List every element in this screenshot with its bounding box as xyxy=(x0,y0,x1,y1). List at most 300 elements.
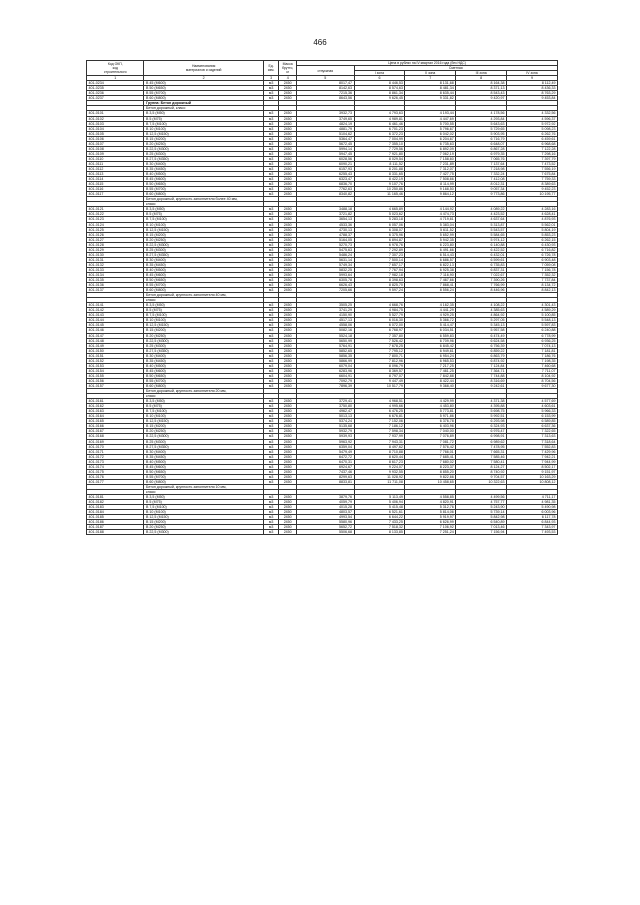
row-price-wholesale: 5994,14 xyxy=(297,146,354,151)
row-price-zone-3: 8 164,38 xyxy=(456,81,507,86)
row-price-zone-2: 7 467,66 xyxy=(405,278,456,283)
row-code: 401-0145 xyxy=(87,323,144,328)
row-price-zone-4: 7 942,21 xyxy=(507,454,558,459)
row-unit: м3 xyxy=(263,161,278,166)
row-name: В 27,5 (М350) xyxy=(144,444,263,449)
row-code: 401-0133 xyxy=(87,267,144,272)
row-price-zone-2: 7 116,90 xyxy=(405,272,456,277)
row-price-zone-1: 7 004,99 xyxy=(354,136,405,141)
row-price-zone-4: 6 637,36 xyxy=(507,424,558,429)
row-price-zone-3: 5 243,90 xyxy=(456,505,507,510)
row-unit: м3 xyxy=(263,237,278,242)
row-price-zone-3: 4 108,22 xyxy=(456,303,507,308)
row-price-wholesale: 7092,79 xyxy=(297,378,354,383)
row-mass: 2450 xyxy=(279,323,297,328)
row-price-zone-4: 7 298,16 xyxy=(507,151,558,156)
section-heading: Бетон дорожный, класс: xyxy=(144,106,263,111)
row-price-zone-2: 7 251,24 xyxy=(405,530,456,535)
row-price-zone-3: 9 242,61 xyxy=(456,384,507,389)
row-name: В 35 (М450) xyxy=(144,262,263,267)
row-unit: м3 xyxy=(263,409,278,414)
row-code: 401-0235 xyxy=(87,86,144,91)
table-header xyxy=(87,61,558,81)
row-code: 401-0170 xyxy=(87,444,144,449)
row-price-zone-4: 8 104,92 xyxy=(507,373,558,378)
row-code: 401-0146 xyxy=(87,328,144,333)
row-price-zone-4: 6 936,25 xyxy=(507,338,558,343)
row-mass: 2450 xyxy=(279,242,297,247)
row-mass: 2450 xyxy=(279,161,297,166)
row-mass: 2450 xyxy=(279,227,297,232)
row-mass: 2450 xyxy=(279,414,297,419)
row-price-wholesale: 5475,63 xyxy=(297,247,354,252)
row-price-wholesale: 6626,43 xyxy=(297,283,354,288)
row-mass: 2450 xyxy=(279,232,297,237)
header-mass: Масса брутто, кг xyxy=(279,61,297,76)
row-unit: м3 xyxy=(263,227,278,232)
row-name: В 35 (М450) xyxy=(144,166,263,171)
row-mass: 2450 xyxy=(279,338,297,343)
row-unit: м3 xyxy=(263,283,278,288)
row-price-wholesale: 7437,46 xyxy=(297,469,354,474)
row-unit: м3 xyxy=(263,520,278,525)
row-price-zone-2: 6 845,42 xyxy=(405,343,456,348)
row-unit: м3 xyxy=(263,156,278,161)
header-code: Код ОКП, код строительного xyxy=(87,61,144,76)
row-price-zone-3: 8 012,31 xyxy=(456,182,507,187)
row-price-zone-1: 5 023,62 xyxy=(354,212,405,217)
row-price-zone-1: 7 657,17 xyxy=(354,262,405,267)
table-body xyxy=(87,81,558,535)
row-name: В 22,5 (М300) xyxy=(144,338,263,343)
row-name: В 30 (М400) xyxy=(144,353,263,358)
row-price-zone-1: 5 406,94 xyxy=(354,500,405,505)
row-name: В 35 (М450) xyxy=(144,454,263,459)
row-name: В 25 (М300) xyxy=(144,343,263,348)
row-name: В 15 (М200) xyxy=(144,424,263,429)
row-price-zone-2: 5 942,35 xyxy=(405,237,456,242)
row-code: 401-0182 xyxy=(87,500,144,505)
row-price-zone-4: 4 301,43 xyxy=(507,303,558,308)
row-price-wholesale: 3654,13 xyxy=(297,217,354,222)
row-price-zone-1: 7 678,25 xyxy=(354,343,405,348)
row-price-zone-2: 6 686,57 xyxy=(405,257,456,262)
row-price-zone-3: 9 057,34 xyxy=(456,187,507,192)
row-price-zone-4: 7 552,83 xyxy=(507,444,558,449)
row-unit: м3 xyxy=(263,91,278,96)
column-index: 4 xyxy=(279,76,297,81)
row-price-zone-3: 7 218,98 xyxy=(456,166,507,171)
row-price-zone-4: 6 726,78 xyxy=(507,252,558,257)
row-code: 401-0168 xyxy=(87,434,144,439)
row-price-zone-3: 5 957,58 xyxy=(456,328,507,333)
row-price-zone-2: 5 700,55 xyxy=(405,121,456,126)
row-unit: м3 xyxy=(263,96,278,101)
row-name: В 3,5 (М50) xyxy=(144,399,263,404)
row-price-zone-1: 8 825,70 xyxy=(354,283,405,288)
row-price-wholesale: 5580,96 xyxy=(297,520,354,525)
row-price-zone-2: 8 481,34 xyxy=(405,86,456,91)
row-code: 401-0110 xyxy=(87,156,144,161)
row-mass: 2450 xyxy=(279,358,297,363)
row-price-zone-4: 6 153,99 xyxy=(507,414,558,419)
row-name: В 7,5 (М100) xyxy=(144,121,263,126)
row-code: 401-0148 xyxy=(87,338,144,343)
row-name: В 45 (М600) xyxy=(144,81,263,86)
row-unit: м3 xyxy=(263,262,278,267)
row-price-zone-4: 4 332,56 xyxy=(507,111,558,116)
row-price-zone-3: 6 756,39 xyxy=(456,343,507,348)
row-mass: 2450 xyxy=(279,399,297,404)
row-mass: 2450 xyxy=(279,172,297,177)
row-price-zone-1: 5 283,18 xyxy=(354,217,405,222)
row-unit: м3 xyxy=(263,444,278,449)
row-price-wholesale: 3932,73 xyxy=(297,111,354,116)
row-price-zone-3: 5 903,95 xyxy=(456,131,507,136)
row-price-zone-2: 6 223,80 xyxy=(405,242,456,247)
column-index: 5 xyxy=(297,76,354,81)
row-price-wholesale: 5631,14 xyxy=(297,257,354,262)
row-mass: 2450 xyxy=(279,469,297,474)
row-mass: 2450 xyxy=(279,257,297,262)
row-name: В 45 (М600) xyxy=(144,177,263,182)
row-price-zone-1: 6 768,97 xyxy=(354,328,405,333)
row-price-wholesale: 3750,80 xyxy=(297,404,354,409)
row-price-wholesale: 3729,41 xyxy=(297,399,354,404)
row-price-zone-1: 7 800,71 xyxy=(354,353,405,358)
row-price-wholesale: 5082,16 xyxy=(297,328,354,333)
row-price-wholesale: 5164,05 xyxy=(297,237,354,242)
row-price-wholesale: 4881,79 xyxy=(297,126,354,131)
row-name: В 12,5 (М150) xyxy=(144,419,263,424)
row-price-zone-2: 6 559,83 xyxy=(405,333,456,338)
row-name: В 3,5 (М50) xyxy=(144,495,263,500)
row-price-zone-2: 7 158,60 xyxy=(405,156,456,161)
row-price-wholesale: 6359,04 xyxy=(297,444,354,449)
row-price-wholesale: 4150,90 xyxy=(297,313,354,318)
row-price-zone-1: 8 201,88 xyxy=(354,166,405,171)
row-price-wholesale: 5524,18 xyxy=(297,333,354,338)
row-name: В 55 (М700) xyxy=(144,187,263,192)
row-price-zone-1: 7 982,18 xyxy=(354,272,405,277)
row-price-zone-1: 8 620,44 xyxy=(354,454,405,459)
row-price-zone-4: 7 737,84 xyxy=(507,278,558,283)
row-price-zone-2: 7 081,72 xyxy=(405,439,456,444)
row-price-zone-2: 5 652,99 xyxy=(405,232,456,237)
row-price-zone-1: 4 989,81 xyxy=(354,116,405,121)
row-unit: м3 xyxy=(263,318,278,323)
row-price-zone-1: 5 415,48 xyxy=(354,505,405,510)
row-price-zone-4: 7 186,76 xyxy=(507,353,558,358)
row-name: В 10 (М100) xyxy=(144,414,263,419)
row-price-wholesale: 6028,56 xyxy=(297,156,354,161)
row-price-wholesale: 8833,81 xyxy=(297,479,354,484)
row-price-zone-3: 4 757,77 xyxy=(456,500,507,505)
row-price-zone-4: 4 577,69 xyxy=(507,399,558,404)
row-price-zone-1: 6 701,23 xyxy=(354,126,405,131)
header-unit: Ед. изм. xyxy=(263,61,278,76)
row-price-zone-2: 9 368,40 xyxy=(405,384,456,389)
row-name: В 20 (М250) xyxy=(144,141,263,146)
row-price-zone-3: 6 998,91 xyxy=(456,434,507,439)
row-code: 401-0102 xyxy=(87,116,144,121)
row-price-zone-3: 5 345,13 xyxy=(456,323,507,328)
row-name: В 10 (М100) xyxy=(144,318,263,323)
row-price-zone-3: 7 580,41 xyxy=(456,459,507,464)
row-price-zone-1: 7 292,89 xyxy=(354,247,405,252)
row-price-zone-4: 7 343,97 xyxy=(507,525,558,530)
row-price-zone-4: 7 318,64 xyxy=(507,439,558,444)
row-name: В 22,5 (М300) xyxy=(144,434,263,439)
row-price-zone-4: 7 473,52 xyxy=(507,161,558,166)
row-name: В 12,5 (М150) xyxy=(144,515,263,520)
row-price-zone-3: 7 332,24 xyxy=(456,172,507,177)
row-price-wholesale: 6255,43 xyxy=(297,172,354,177)
row-code: 401-0149 xyxy=(87,343,144,348)
row-code: 401-0183 xyxy=(87,505,144,510)
column-index: 9 xyxy=(507,76,558,81)
row-mass: 2450 xyxy=(279,252,297,257)
row-price-zone-2: 7 508,66 xyxy=(405,177,456,182)
row-unit: м3 xyxy=(263,515,278,520)
row-code: 401-0157 xyxy=(87,384,144,389)
section-heading: Бетон дорожный, крупность заполнителя 40 мм, xyxy=(144,293,263,298)
row-name: В 50 (М650) xyxy=(144,278,263,283)
row-unit: м3 xyxy=(263,267,278,272)
row-price-zone-2: 6 514,43 xyxy=(405,252,456,257)
row-unit: м3 xyxy=(263,525,278,530)
row-price-zone-1: 7 598,34 xyxy=(354,429,405,434)
row-price-wholesale: 4517,13 xyxy=(297,318,354,323)
row-mass: 2450 xyxy=(279,166,297,171)
row-mass: 2450 xyxy=(279,262,297,267)
row-price-zone-3: 4 089,22 xyxy=(456,207,507,212)
row-price-zone-1: 8 797,07 xyxy=(354,373,405,378)
row-price-zone-1: 7 526,42 xyxy=(354,338,405,343)
row-price-wholesale: 5135,68 xyxy=(297,424,354,429)
row-price-zone-4: 5 804,19 xyxy=(507,227,558,232)
row-price-zone-4: 6 903,48 xyxy=(507,257,558,262)
group-heading: Группа: Бетон дорожный xyxy=(144,101,263,106)
row-unit: м3 xyxy=(263,121,278,126)
row-price-zone-3: 8 446,96 xyxy=(456,288,507,293)
row-name: В 45 (М600) xyxy=(144,464,263,469)
row-price-zone-3: 6 867,28 xyxy=(456,146,507,151)
row-price-zone-2: 4 929,25 xyxy=(405,313,456,318)
row-mass: 2450 xyxy=(279,313,297,318)
row-price-wholesale: 5506,68 xyxy=(297,530,354,535)
row-price-zone-1: 8 422,19 xyxy=(354,177,405,182)
row-price-zone-3: 8 371,13 xyxy=(456,86,507,91)
row-mass: 2450 xyxy=(279,283,297,288)
row-name: В 20 (М250) xyxy=(144,429,263,434)
row-price-zone-4: 4 711,17 xyxy=(507,495,558,500)
row-price-zone-2: 7 231,89 xyxy=(405,161,456,166)
row-price-zone-1: 7 937,99 xyxy=(354,434,405,439)
row-code: 401-0171 xyxy=(87,449,144,454)
row-code: 401-0143 xyxy=(87,313,144,318)
row-price-zone-4: 6 778,99 xyxy=(507,333,558,338)
row-name: В 30 (М400) xyxy=(144,257,263,262)
row-name: В 15 (М200) xyxy=(144,136,263,141)
row-price-zone-1: 7 355,10 xyxy=(354,141,405,146)
row-price-zone-1: 7 921,80 xyxy=(354,151,405,156)
row-price-zone-3: 9 773,86 xyxy=(456,192,507,197)
row-price-wholesale: 5486,24 xyxy=(297,252,354,257)
row-name: В 60 (М800) xyxy=(144,288,263,293)
row-unit: м3 xyxy=(263,313,278,318)
row-price-zone-2: 10 458,65 xyxy=(405,479,456,484)
row-mass: 2450 xyxy=(279,474,297,479)
row-price-zone-2: 4 719,61 xyxy=(405,217,456,222)
row-price-wholesale: 3741,29 xyxy=(297,308,354,313)
row-price-zone-3: 6 859,22 xyxy=(456,348,507,353)
section-heading: класс: xyxy=(144,298,263,303)
row-price-zone-3: 8 543,43 xyxy=(456,91,507,96)
row-name: В 7,5 (М100) xyxy=(144,409,263,414)
row-name: В 12,5 (М150) xyxy=(144,131,263,136)
row-price-wholesale: 4059,79 xyxy=(297,500,354,505)
row-price-zone-3: 5 543,57 xyxy=(456,227,507,232)
row-price-zone-3: 6 979,35 xyxy=(456,151,507,156)
row-code: 401-0172 xyxy=(87,454,144,459)
row-price-wholesale: 8299,63 xyxy=(297,474,354,479)
row-price-zone-3: 6 624,58 xyxy=(456,338,507,343)
row-name: В 50 (М650) xyxy=(144,469,263,474)
row-unit: м3 xyxy=(263,439,278,444)
row-code: 401-0154 xyxy=(87,368,144,373)
row-price-zone-4: 6 589,85 xyxy=(507,419,558,424)
row-price-zone-3: 7 124,84 xyxy=(456,363,507,368)
row-price-zone-2: 5 414,47 xyxy=(405,323,456,328)
row-price-zone-2: 8 131,68 xyxy=(405,81,456,86)
row-price-zone-3: 5 297,05 xyxy=(456,318,507,323)
row-mass: 2450 xyxy=(279,267,297,272)
row-name: В 5 (М75) xyxy=(144,500,263,505)
row-code: 401-0101 xyxy=(87,111,144,116)
row-name: В 25 (М300) xyxy=(144,439,263,444)
row-price-zone-2: 7 076,89 xyxy=(405,434,456,439)
row-mass: 2450 xyxy=(279,505,297,510)
row-mass: 2450 xyxy=(279,121,297,126)
row-name: В 40 (М500) xyxy=(144,267,263,272)
row-mass: 2450 xyxy=(279,182,297,187)
row-price-zone-4: 7 122,28 xyxy=(507,146,558,151)
row-price-zone-1: 11 028,92 xyxy=(354,474,405,479)
row-name: В 60 (М800) xyxy=(144,384,263,389)
row-price-zone-2: 6 709,96 xyxy=(405,338,456,343)
row-code: 401-0103 xyxy=(87,121,144,126)
row-mass: 2450 xyxy=(279,151,297,156)
row-name: В 10 (М100) xyxy=(144,126,263,131)
row-price-wholesale: 8643,56 xyxy=(297,96,354,101)
row-unit: м3 xyxy=(263,454,278,459)
row-price-zone-2: 8 556,24 xyxy=(405,288,456,293)
row-mass: 2450 xyxy=(279,187,297,192)
row-code: 401-0186 xyxy=(87,520,144,525)
row-price-zone-1: 4 793,63 xyxy=(354,111,405,116)
row-unit: м3 xyxy=(263,343,278,348)
row-price-wholesale: 5650,99 xyxy=(297,338,354,343)
row-unit: м3 xyxy=(263,278,278,283)
row-price-zone-3: 10 322,63 xyxy=(456,479,507,484)
row-code: 401-0129 xyxy=(87,247,144,252)
row-price-zone-1: 7 433,25 xyxy=(354,520,405,525)
row-price-zone-4: 5 853,23 xyxy=(507,232,558,237)
row-code: 401-0132 xyxy=(87,262,144,267)
row-price-zone-2: 4 429,99 xyxy=(405,399,456,404)
row-price-zone-4: 8 704,56 xyxy=(507,378,558,383)
row-price-wholesale: 5932,79 xyxy=(297,429,354,434)
row-price-zone-4: 7 198,35 xyxy=(507,358,558,363)
row-unit: м3 xyxy=(263,429,278,434)
row-price-zone-4: 8 436,33 xyxy=(507,86,558,91)
row-price-wholesale: 6836,70 xyxy=(297,182,354,187)
row-name: В 5 (М75) xyxy=(144,116,263,121)
row-price-zone-4: 4 283,16 xyxy=(507,207,558,212)
row-code: 401-0117 xyxy=(87,192,144,197)
row-price-zone-2: 4 193,44 xyxy=(405,111,456,116)
row-code: 401-0161 xyxy=(87,399,144,404)
row-price-wholesale: 3488,18 xyxy=(297,207,354,212)
row-price-zone-4: 8 842,13 xyxy=(507,288,558,293)
section-heading: Бетон дорожный, крупность заполнителя более 40 мм, xyxy=(144,197,263,202)
row-price-zone-3: 6 716,79 xyxy=(456,136,507,141)
row-name: В 5 (М75) xyxy=(144,212,263,217)
row-code: 401-0122 xyxy=(87,212,144,217)
row-price-zone-3: 8 124,27 xyxy=(456,464,507,469)
row-price-wholesale: 4803,57 xyxy=(297,510,354,515)
row-price-zone-3: 5 643,63 xyxy=(456,121,507,126)
row-unit: м3 xyxy=(263,500,278,505)
row-code: 401-0107 xyxy=(87,141,144,146)
row-code: 401-0106 xyxy=(87,136,144,141)
row-mass: 2450 xyxy=(279,146,297,151)
row-price-zone-3: 9 704,57 xyxy=(456,474,507,479)
row-price-zone-3: 4 423,52 xyxy=(456,212,507,217)
row-code: 401-0142 xyxy=(87,308,144,313)
section-heading: класс: xyxy=(144,394,263,399)
row-price-zone-2: 4 441,29 xyxy=(405,308,456,313)
row-mass: 2450 xyxy=(279,520,297,525)
row-mass: 2450 xyxy=(279,207,297,212)
row-price-wholesale: 5749,34 xyxy=(297,262,354,267)
row-price-zone-1: 6 375,96 xyxy=(354,232,405,237)
row-price-wholesale: 4533,36 xyxy=(297,222,354,227)
row-price-zone-2: 6 822,13 xyxy=(405,262,456,267)
row-price-zone-4: 7 397,79 xyxy=(507,156,558,161)
row-price-wholesale: 6604,91 xyxy=(297,373,354,378)
row-name: В 20 (М250) xyxy=(144,237,263,242)
row-code: 401-0164 xyxy=(87,414,144,419)
row-price-zone-2: 7 685,41 xyxy=(405,454,456,459)
header-price-title: Цена в рублях на IV квартал 2016 года (без НДС) xyxy=(297,61,558,66)
row-mass: 2450 xyxy=(279,459,297,464)
row-unit: м3 xyxy=(263,192,278,197)
row-code: 401-0151 xyxy=(87,353,144,358)
row-mass: 2450 xyxy=(279,156,297,161)
row-price-zone-1: 9 597,24 xyxy=(354,288,405,293)
row-price-zone-3: 7 766,99 xyxy=(456,283,507,288)
row-mass: 2450 xyxy=(279,247,297,252)
row-name: В 20 (М250) xyxy=(144,333,263,338)
row-code: 401-0125 xyxy=(87,227,144,232)
row-name: В 50 (М650) xyxy=(144,86,263,91)
row-price-wholesale: 4962,47 xyxy=(297,409,354,414)
row-price-zone-2: 4 144,92 xyxy=(405,207,456,212)
row-name: В 15 (М200) xyxy=(144,328,263,333)
row-unit: м3 xyxy=(263,207,278,212)
